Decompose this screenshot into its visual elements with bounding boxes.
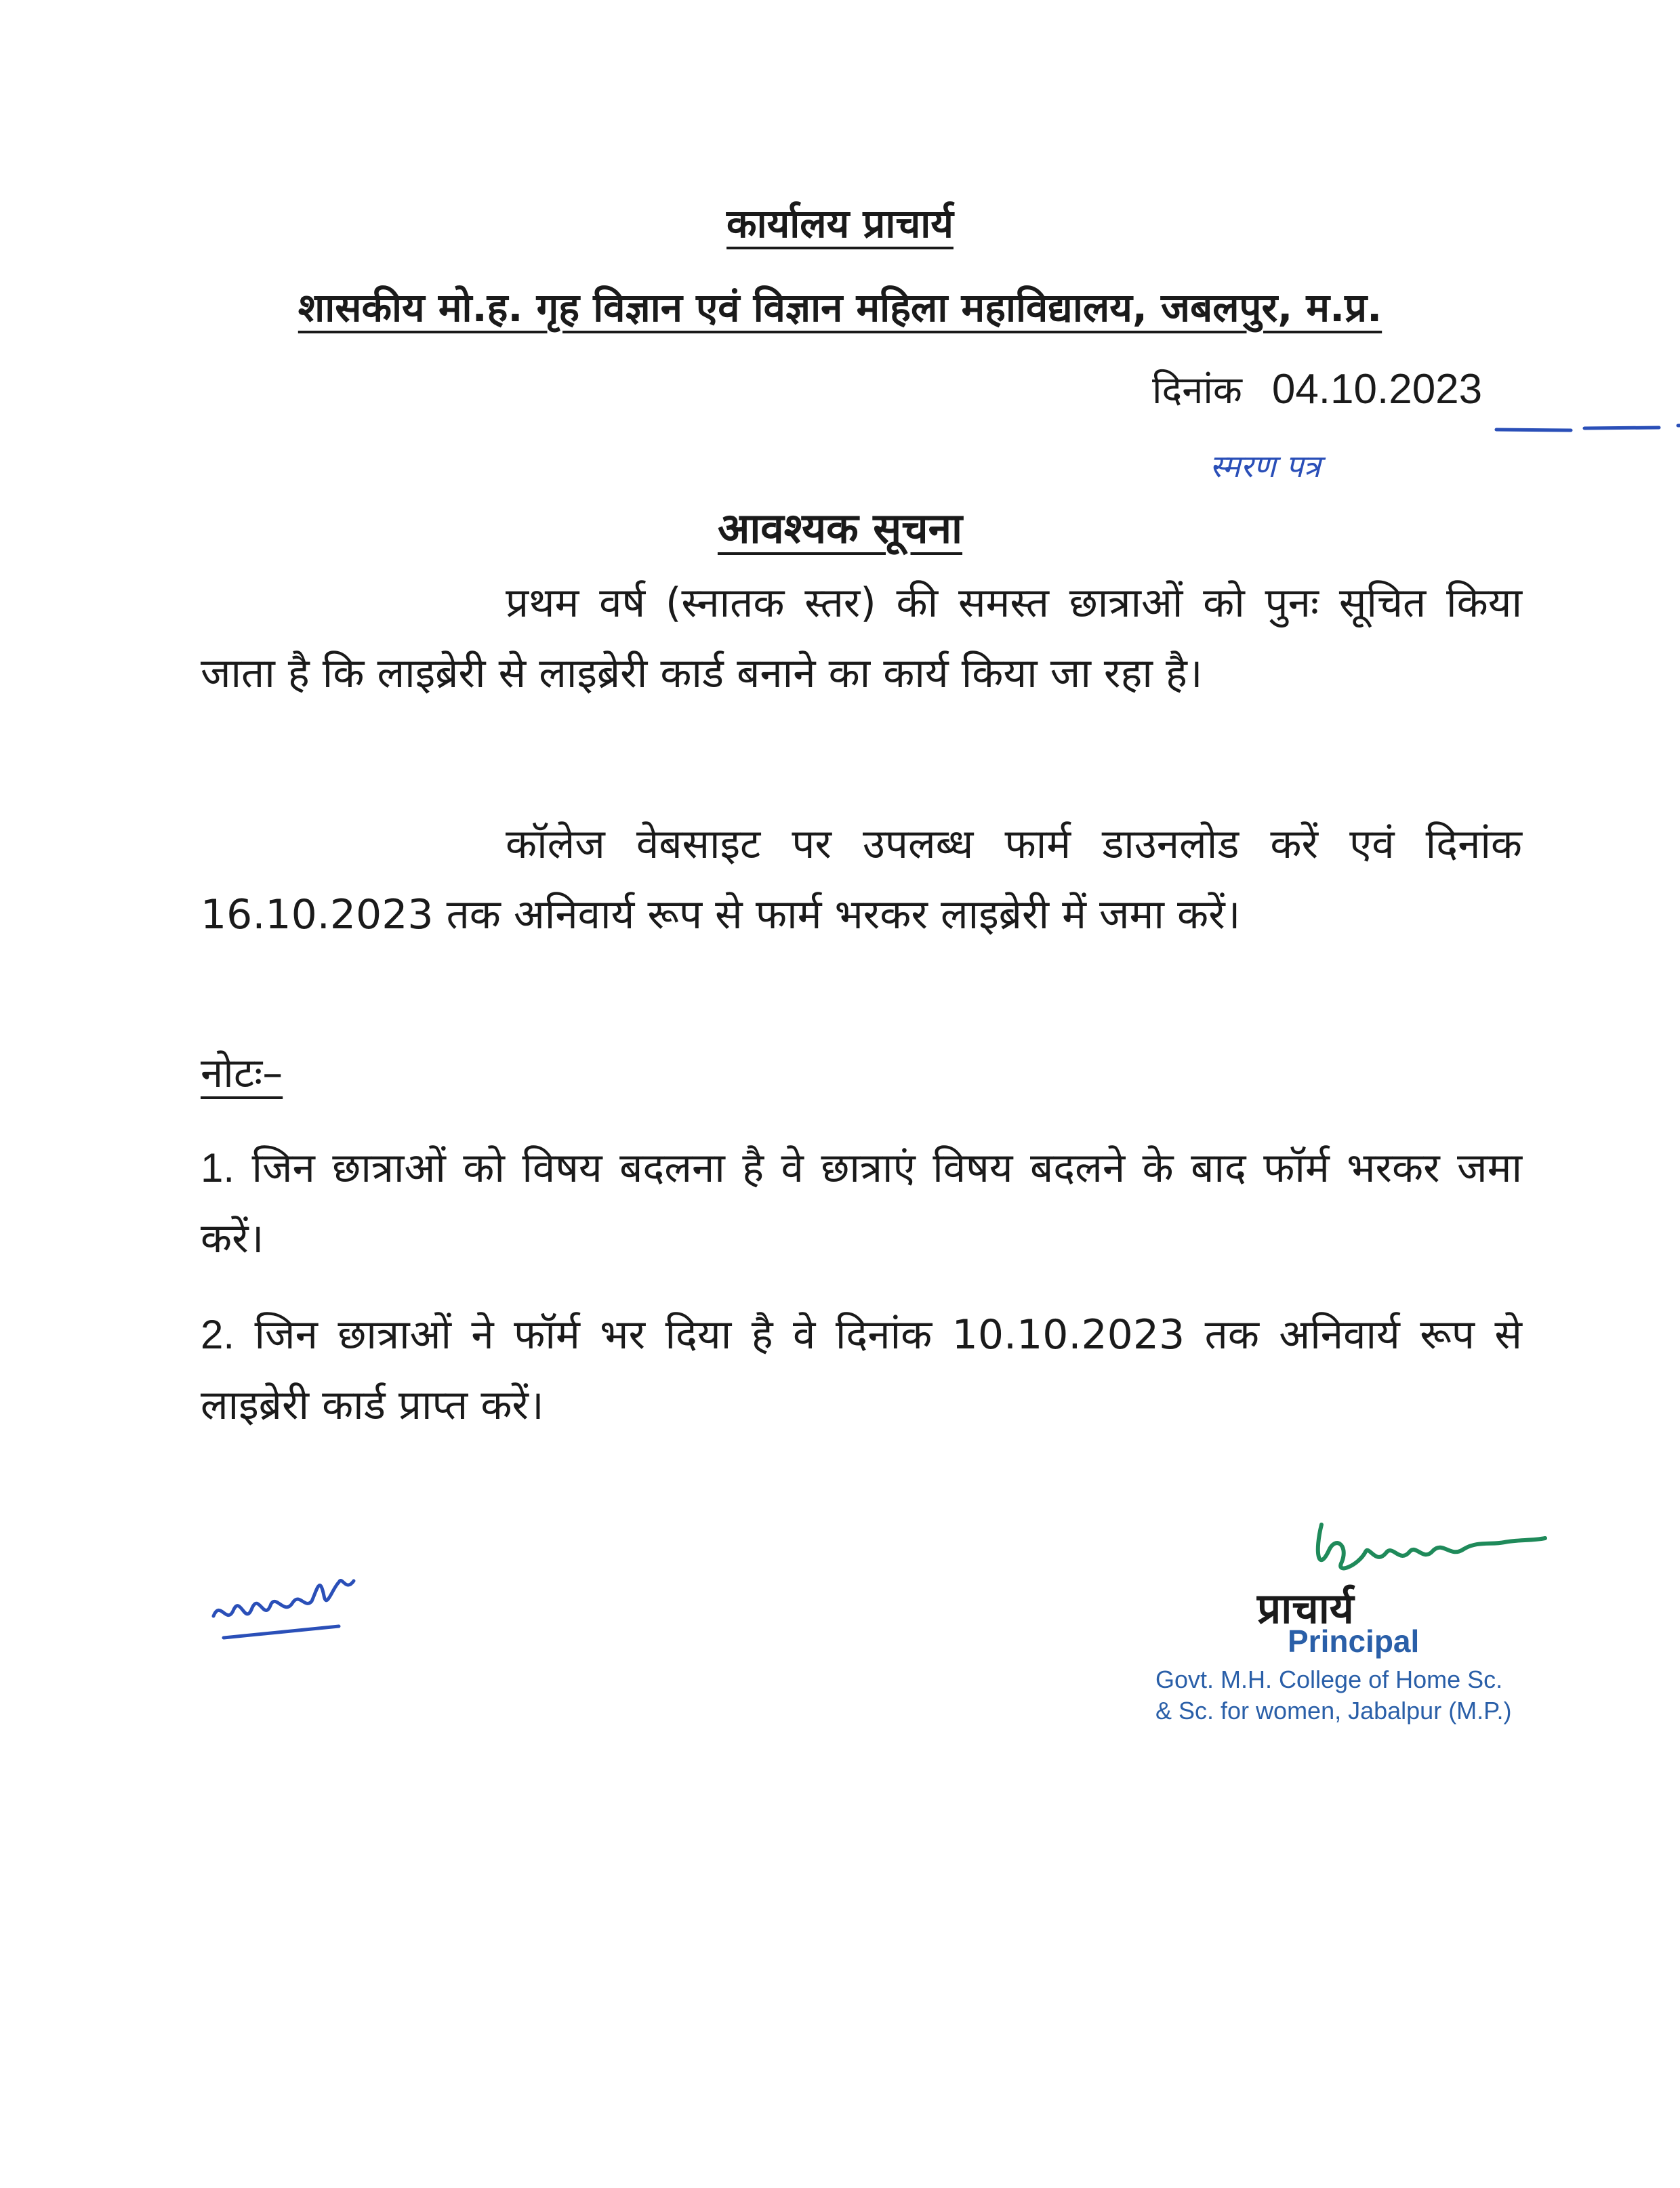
college-name [0, 279, 1680, 333]
date-label: दिनांक [1152, 369, 1242, 413]
clerk-signature [203, 1562, 373, 1650]
date-line [1152, 363, 1482, 415]
principal-title-hindi: प्राचार्य [1257, 1584, 1354, 1633]
note-label-text: नोटः– [201, 1050, 283, 1097]
notice-paragraph-1: प्रथम वर्ष (स्नातक स्तर) की समस्त छात्राओं को पुनः सूचित किया जाता है कि लाइब्रेरी से लाइब्रेरी कार्ड बनाने का कार्य किया जा रहा है। [201, 579, 1522, 697]
stamp-college-line-1: Govt. M.H. College of Home Sc. [1155, 1666, 1503, 1693]
note-label [201, 1044, 283, 1099]
notice-paragraph-2: कॉलेज वेबसाइट पर उपलब्ध फार्म डाउनलोड करें एवं दिनांक 16.10.2023 तक अनिवार्य रूप से फार्म भरकर लाइब्रेरी में जमा करें। [201, 821, 1522, 938]
note-item-number: 2. [201, 1312, 235, 1357]
note-item-text: जिन छात्राओं को विषय बदलना है वे छात्राएं विषय बदलने के बाद फॉर्म भरकर जमा करें। [201, 1144, 1522, 1262]
office-title [0, 195, 1680, 249]
college-name-text: शासकीय मो.ह. गृह विज्ञान एवं विज्ञान महिला महाविद्यालय, जबलपुर, म.प्र. [298, 285, 1382, 331]
note-item-text: जिन छात्राओं ने फॉर्म भर दिया है वे दिनांक 10.10.2023 तक अनिवार्य रूप से लाइब्रेरी कार्ड प्राप्त करें। [201, 1311, 1522, 1429]
note-item-2 [201, 1300, 1522, 1441]
note-item-1 [201, 1133, 1522, 1274]
principal-stamp-title: Principal [1288, 1624, 1420, 1659]
office-title-text: कार्यालय प्राचार्य [726, 201, 954, 247]
date-value: 04.10.2023 [1271, 366, 1483, 413]
reminder-note-handwritten: स्मरण पत्र [1210, 448, 1321, 484]
stamp-college-line-2: & Sc. for women, Jabalpur (M.P.) [1155, 1697, 1512, 1725]
note-item-number: 1. [201, 1145, 235, 1191]
date-underline-handwritten [1160, 421, 1680, 442]
notice-heading [0, 499, 1680, 556]
notice-heading-text: आवश्यक सूचना [717, 503, 963, 553]
